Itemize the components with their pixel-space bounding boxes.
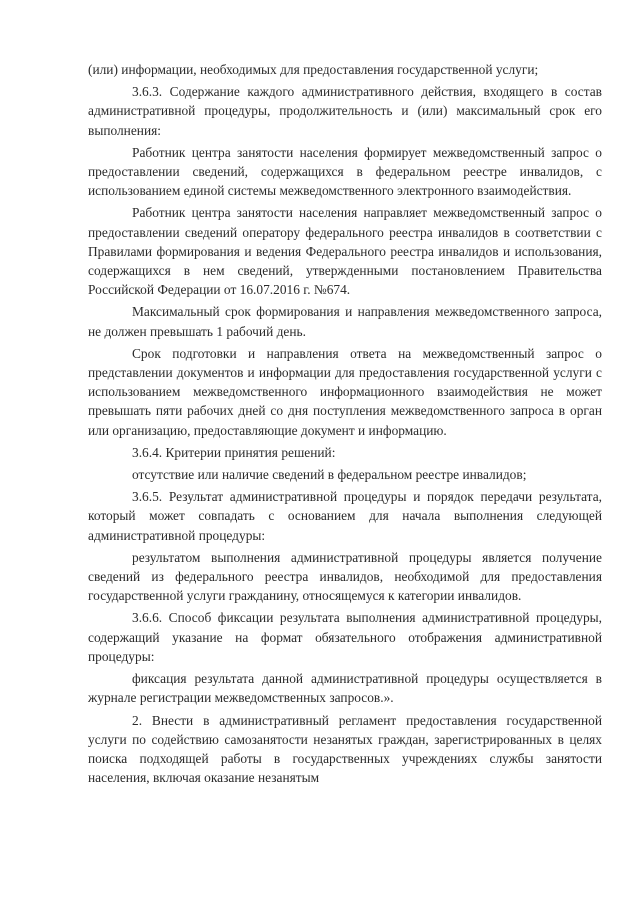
paragraph-13: 2. Внести в административный регламент предоставления государственной услуги по содействию самозанятости незанятых граждан, зарегистрированных в целях поиска подходящей работы в государственных учреждениях службы занятости населения, включая оказание незанятым xyxy=(88,712,602,786)
paragraph-8: отсутствие или наличие сведений в федеральном реестре инвалидов; xyxy=(132,467,527,483)
paragraph-2: 3.6.3. Содержание каждого административного действия, входящего в состав административной процедуры, продолжительность и (или) максимальный срок его выполнения: xyxy=(88,84,602,138)
paragraph-5: Максимальный срок формирования и направления межведомственного запроса, не должен превышать 1 рабочий день. xyxy=(88,304,602,339)
paragraph-12: фиксация результата данной административной процедуры осуществляется в журнале регистрации межведомственных запросов.». xyxy=(88,671,602,706)
paragraph-6: Срок подготовки и направления ответа на межведомственный запрос о представлении документов и информации для предоставления государственной услуги с использованием межведомственного информационного взаимодействия не может превышать пяти рабочих дней со дня поступления межведомственного запроса в орган или организацию, предоставляющие документ и информацию. xyxy=(88,345,602,438)
paragraph-7: 3.6.4. Критерии принятия решений: xyxy=(132,444,336,460)
paragraph-1: (или) информации, необходимых для предоставления государственной услуги; xyxy=(88,62,539,77)
paragraph-4: Работник центра занятости населения направляет межведомственный запрос о предоставлении сведений оператору федерального реестра инвалидов в соответствии с Правилами формирования и ведения Федерального реестра инвалидов и использования, содержащихся в нем сведений, утвержденными постановлением Правительства Российской Федерации от 16.07.2016 г. №674. xyxy=(88,205,602,298)
paragraph-3: Работник центра занятости населения формирует межведомственный запрос о предоставлении сведений, содержащихся в федеральном реестре инвалидов, с использованием единой системы межведомственного электронного взаимодействия. xyxy=(88,144,602,199)
paragraph-10: результатом выполнения административной процедуры является получение сведений из федерального реестра инвалидов, необходимой для предоставления государственной услуги гражданину, относящемуся к категории инвалидов. xyxy=(88,549,602,604)
paragraph-9: 3.6.5. Результат административной процедуры и порядок передачи результата, который может совпадать с основанием для начала выполнения следующей административной процедуры: xyxy=(88,489,602,543)
paragraph-11: 3.6.6. Способ фиксации результата выполнения административной процедуры, содержащий указание на формат обязательного отображения административной процедуры: xyxy=(88,610,602,664)
